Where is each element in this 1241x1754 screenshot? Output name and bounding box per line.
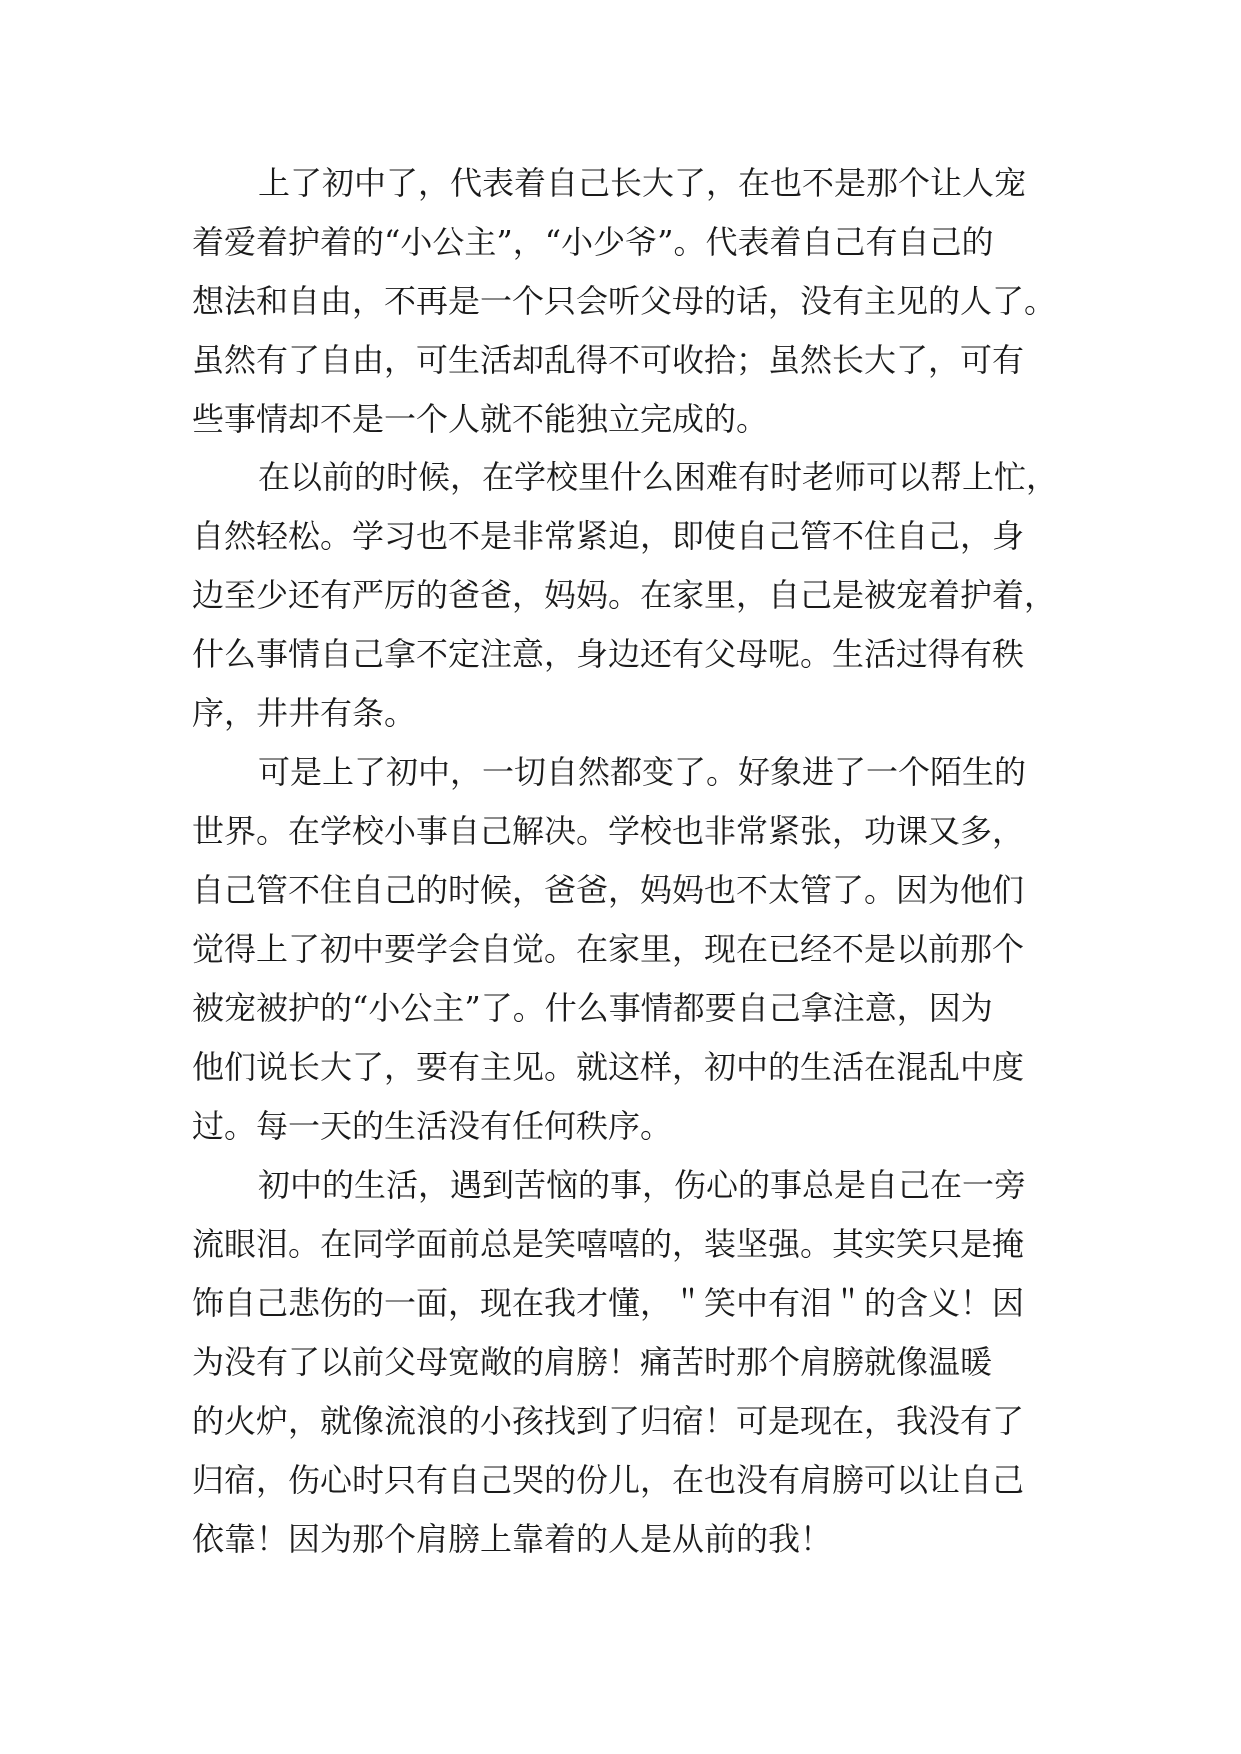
- paragraph-1-line-1: 上了初中了，代表着自己长大了，在也不是那个让人宠: [258, 164, 1027, 202]
- paragraph-1-line-4: 虽然有了自由，可生活却乱得不可收拾；虽然长大了，可有: [192, 341, 1025, 379]
- paragraph-1-line-5: 些事情却不是一个人就不能独立完成的。: [192, 400, 769, 438]
- paragraph-4-line-2: 流眼泪。在同学面前总是笑嘻嘻的，装坚强。其实笑只是掩: [192, 1225, 1025, 1263]
- paragraph-3-line-6: 他们说长大了，要有主见。就这样，初中的生活在混乱中度: [192, 1048, 1025, 1086]
- paragraph-3-line-5: 被宠被护的“小公主”了。什么事情都要自己拿注意，因为: [192, 989, 993, 1027]
- paragraph-4-line-5: 的火炉，就像流浪的小孩找到了归宿！可是现在，我没有了: [192, 1402, 1025, 1440]
- paragraph-2-line-5: 序，井井有条。: [192, 694, 417, 732]
- paragraph-4-line-7: 依靠！因为那个肩膀上靠着的人是从前的我！: [192, 1520, 833, 1558]
- paragraph-3-line-4: 觉得上了初中要学会自觉。在家里，现在已经不是以前那个: [192, 930, 1025, 968]
- paragraph-3-line-7: 过。每一天的生活没有任何秩序。: [192, 1107, 673, 1145]
- paragraph-3-line-1: 可是上了初中，一切自然都变了。好象进了一个陌生的: [258, 753, 1027, 791]
- paragraph-3-line-2: 世界。在学校小事自己解决。学校也非常紧张，功课又多，: [192, 812, 1025, 850]
- paragraph-2-line-4: 什么事情自己拿不定注意，身边还有父母呢。生活过得有秩: [192, 635, 1025, 673]
- paragraph-2-line-2: 自然轻松。学习也不是非常紧迫，即使自己管不住自己，身: [192, 517, 1025, 555]
- paragraph-2-line-3: 边至少还有严厉的爸爸，妈妈。在家里，自己是被宠着护着，: [192, 576, 1057, 614]
- paragraph-4-line-4: 为没有了以前父母宽敞的肩膀！痛苦时那个肩膀就像温暖: [192, 1343, 993, 1381]
- paragraph-1-line-2: 着爱着护着的“小公主”，“小少爷”。代表着自己有自己的: [192, 223, 994, 261]
- paragraph-3-line-3: 自己管不住自己的时候，爸爸，妈妈也不太管了。因为他们: [192, 871, 1025, 909]
- paragraph-4-line-1: 初中的生活，遇到苦恼的事，伤心的事总是自己在一旁: [258, 1166, 1027, 1204]
- paragraph-4-line-6: 归宿，伤心时只有自己哭的份儿，在也没有肩膀可以让自己: [192, 1461, 1025, 1499]
- paragraph-2-line-1: 在以前的时候，在学校里什么困难有时老师可以帮上忙，: [258, 458, 1059, 496]
- paragraph-4-line-3: 饰自己悲伤的一面，现在我才懂，＂笑中有泪＂的含义！因: [192, 1284, 1025, 1322]
- paragraph-1-line-3: 想法和自由，不再是一个只会听父母的话，没有主见的人了。: [192, 282, 1057, 320]
